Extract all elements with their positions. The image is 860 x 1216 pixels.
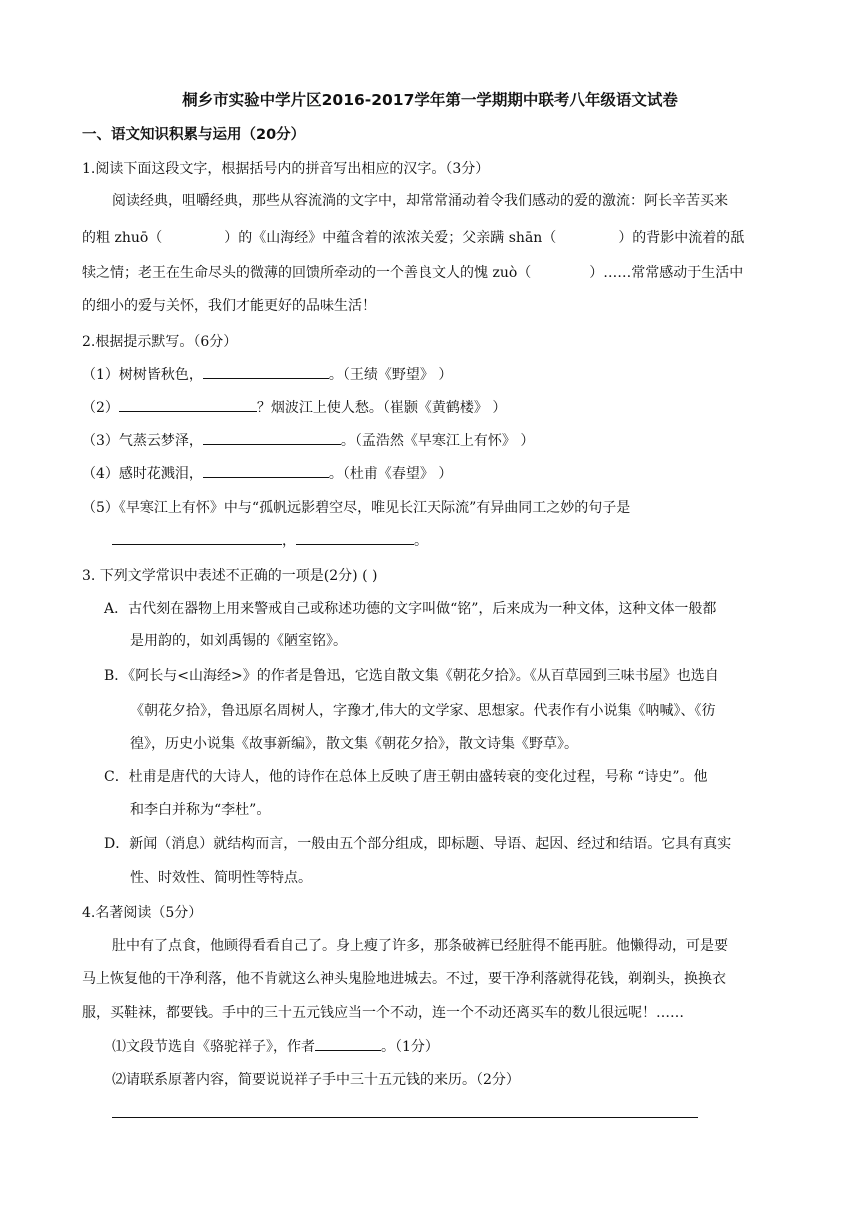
q2-source: 。（孟浩然《早寒江上有怀》 ）	[340, 433, 535, 449]
q2-item	[82, 430, 534, 450]
q2-item	[82, 397, 506, 417]
q4-passage-line: 肚中有了点食，他顾得看看自己了。身上瘦了许多，那条破裤已经脏得不能再脏。他懒得动，可是要	[112, 938, 728, 954]
q3-option-b: 徨》，历史小说集《故事新编》，散文集《朝花夕拾》，散文诗集《野草》。	[130, 736, 578, 752]
answer-blank[interactable]	[315, 1036, 381, 1051]
q2-comma: ，	[282, 533, 296, 549]
q1-passage-line: 的细小的爱与关怀，我们才能更好的品味生活！	[82, 298, 376, 314]
q3-option-a: 是用韵的，如刘禹锡的《陋室铭》。	[130, 633, 347, 649]
q2-source: ？烟波江上使人愁。（崔颢《黄鹤楼》 ）	[256, 400, 507, 416]
q4-sub-question: ⑵请联系原著内容，简要说说祥子手中三十五元钱的来历。（2分）	[112, 1072, 520, 1088]
q1-text: ）的《山海经》中蕴含着的浓浓关爱；父亲蹒 shān（	[224, 230, 557, 246]
q1-text: 犊之情；老王在生命尽头的微薄的回馈所牵动的一个善良文人的愧 zuò（	[82, 265, 532, 281]
q1-heading: 1.阅读下面这段文字，根据括号内的拼音写出相应的汉字。（3分）	[82, 161, 490, 177]
q4-passage-line: 马上恢复他的干净利落，他不肯就这么神头鬼脸地进城去。不过，要干净利落就得花钱，剃剃头，换换衣	[82, 971, 726, 987]
exam-title: 桐乡市实验中学片区2016-2017学年第一学期期中联考八年级语文试卷	[182, 91, 678, 109]
q1-passage-line	[82, 227, 744, 247]
q2-item-answer	[112, 530, 428, 550]
q1-text: ）的背影中流着的舐	[618, 230, 745, 246]
q4-sub-text: ⑴文段节选自《骆驼祥子》，作者	[112, 1039, 315, 1055]
answer-blank[interactable]	[112, 530, 282, 545]
q2-item: （5）《早寒江上有怀》中与“孤帆远影碧空尽，唯见长江天际流”有异曲同工之妙的句子是	[82, 500, 631, 516]
section-heading: 一、语文知识积累与运用（20分）	[82, 127, 306, 143]
q1-text: 的粗 zhuō（	[82, 230, 163, 246]
q3-option-d: D．新闻（消息）就结构而言，一般由五个部分组成，即标题、导语、起因、经过和结语。它具有真实	[104, 836, 732, 852]
q4-sub-question	[112, 1036, 439, 1056]
q2-source: 。（王绩《野望》 ）	[328, 367, 453, 383]
q2-prompt: （1）树树皆秋色，	[82, 367, 203, 383]
q2-prompt: （2）	[82, 400, 119, 416]
answer-blank[interactable]	[203, 364, 329, 379]
q3-option-c: 和李白并称为“李杜”。	[130, 802, 271, 818]
q4-passage-line: 服，买鞋袜，都要钱。手中的三十五元钱应当一个不动，连一个不动还离买车的数儿很远呢！……	[82, 1005, 684, 1021]
q3-option-d: 性、时效性、简明性等特点。	[130, 870, 312, 886]
q2-item	[82, 463, 452, 483]
answer-blank[interactable]	[203, 463, 329, 478]
q4-sub-text: 。（1分）	[381, 1039, 439, 1055]
q2-prompt: （4）感时花溅泪，	[82, 466, 203, 482]
answer-blank[interactable]	[203, 430, 341, 445]
answer-blank[interactable]	[296, 530, 414, 545]
q4-heading: 4.名著阅读（5分）	[82, 905, 203, 921]
q2-heading: 2.根据提示默写。（6分）	[82, 334, 238, 350]
q3-option-c: C．杜甫是唐代的大诗人，他的诗作在总体上反映了唐王朝由盛转衰的变化过程，号称 “诗史”。他	[104, 769, 708, 785]
q2-item	[82, 364, 452, 384]
q3-option-b: B．《阿长与<山海经>》的作者是鲁迅，它选自散文集《朝花夕拾》。《从百草园到三味书屋》也选自	[104, 668, 719, 684]
q2-source: 。（杜甫《春望》 ）	[328, 466, 453, 482]
q3-heading: 3. 下列文学常识中表述不正确的一项是(2分) ( )	[82, 568, 378, 584]
q2-prompt: （3）气蒸云梦泽，	[82, 433, 203, 449]
q3-option-b: 《朝花夕拾》，鲁迅原名周树人，字豫才,伟大的文学家、思想家。代表作有小说集《呐喊》、《彷	[130, 703, 716, 719]
q1-passage-line: 阅读经典，咀嚼经典，那些从容流淌的文字中，却常常涌动着令我们感动的爱的激流：阿长辛苦买来	[112, 193, 728, 209]
q1-text: ）……常常感动于生活中	[589, 265, 744, 281]
q2-end: 。	[414, 533, 428, 549]
answer-line[interactable]	[112, 1117, 698, 1118]
q1-passage-line	[82, 262, 743, 282]
q3-option-a: A．古代刻在器物上用来警戒自己或称述功德的文字叫做“铭”，后来成为一种文体，这种文体一般都	[104, 601, 717, 617]
answer-blank[interactable]	[119, 397, 257, 412]
